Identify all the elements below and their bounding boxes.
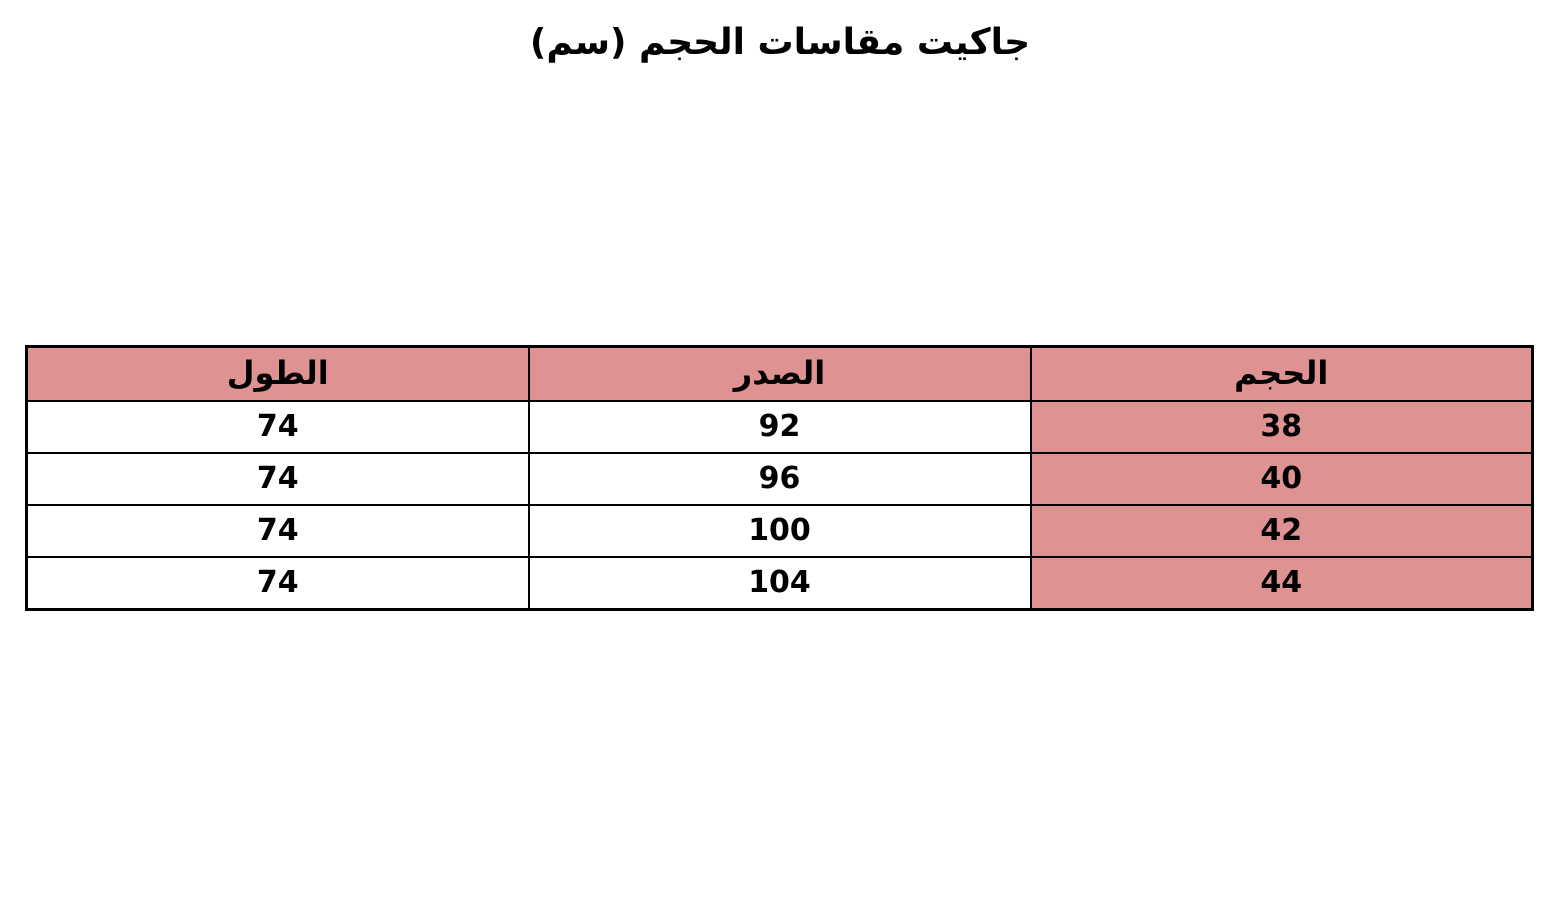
cell-length: 74 (27, 505, 529, 557)
cell-size: 38 (1031, 401, 1533, 453)
table-row (27, 557, 1533, 610)
cell-size: 44 (1031, 557, 1533, 610)
size-table (25, 345, 1534, 611)
column-header-chest: الصدر (529, 347, 1031, 402)
cell-chest: 104 (529, 557, 1031, 610)
cell-size: 40 (1031, 453, 1533, 505)
column-header-length: الطول (27, 347, 529, 402)
cell-size: 42 (1031, 505, 1533, 557)
table-row (27, 453, 1533, 505)
cell-chest: 100 (529, 505, 1031, 557)
cell-length: 74 (27, 453, 529, 505)
page-title: جاكيت مقاسات الحجم (سم) (529, 22, 1031, 63)
table-body (27, 401, 1533, 610)
table-row (27, 401, 1533, 453)
table-row (27, 505, 1533, 557)
table-header-row (27, 347, 1533, 402)
cell-length: 74 (27, 557, 529, 610)
cell-chest: 96 (529, 453, 1031, 505)
cell-chest: 92 (529, 401, 1031, 453)
column-header-size: الحجم (1031, 347, 1533, 402)
table-header (27, 347, 1533, 402)
cell-length: 74 (27, 401, 529, 453)
size-table-container (28, 345, 1534, 611)
